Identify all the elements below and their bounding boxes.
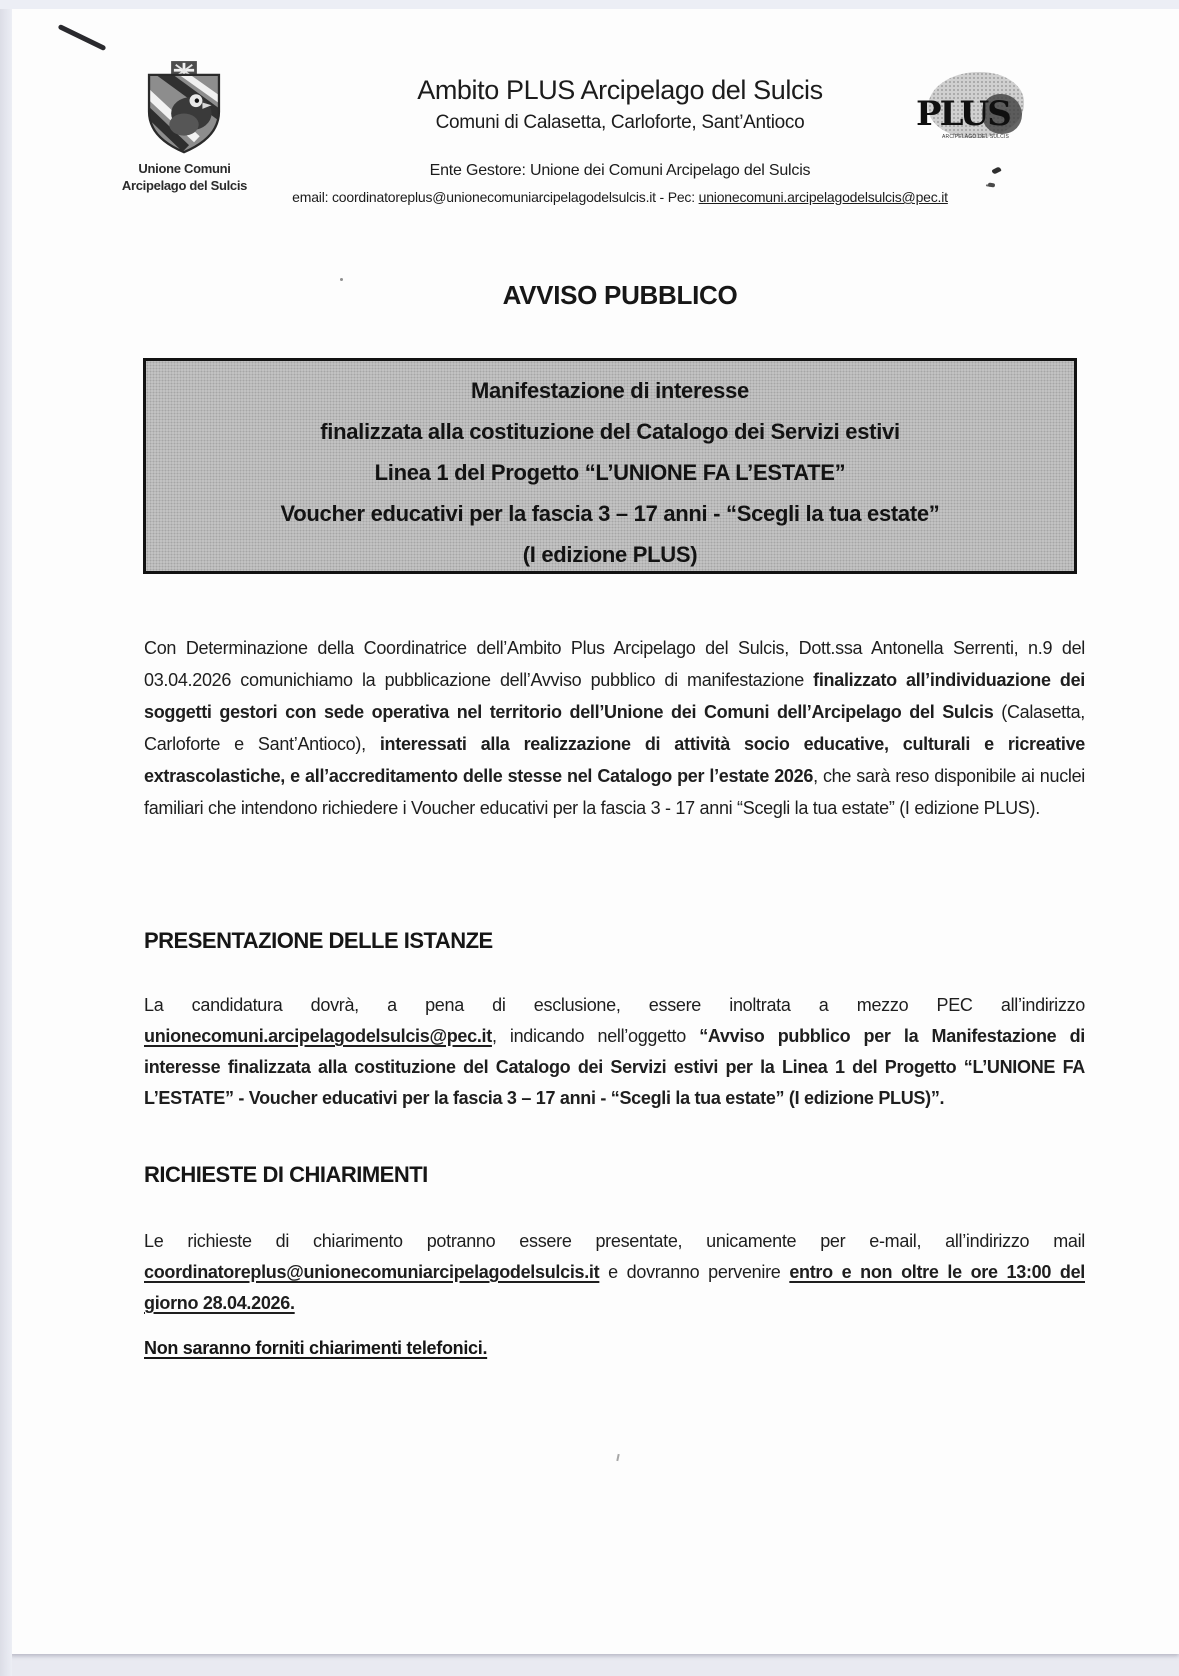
pen-mark-artifact [58, 24, 107, 51]
notice-title-box [143, 358, 1077, 574]
notice-title-line: Manifestazione di interesse [471, 378, 749, 403]
page-subtitle: Comuni di Calasetta, Carloforte, Sant’Antioco [435, 112, 805, 133]
notice-title-line: Voucher educativi per la fascia 3 – 17 anni - “Scegli la tua estate” [280, 501, 940, 526]
document-header [220, 74, 1020, 205]
presentazione-text: La candidatura dovrà, a pena di esclusione, essere inoltrata a mezzo PEC all’indirizzo [144, 995, 1085, 1015]
left-logo-caption-line2: Arcipelago del Sulcis [121, 178, 248, 193]
intro-text: Con Determinazione della Coordinatrice dell’Ambito Plus Arcipelago del Sulcis, Dott.ssa Antonella Serrenti, n.9 del 03.04.2026 comunichiamo la pubblicazione dell’Avviso pubblico di manifestazione [144, 638, 1085, 690]
notice-title-line: (I edizione PLUS) [522, 542, 698, 567]
notice-title-line: finalizzata alla costituzione del Catalogo dei Servizi estivi [320, 419, 900, 444]
richieste-text: e dovranno pervenire [599, 1262, 790, 1282]
no-phone-clarifications-note [144, 1338, 487, 1359]
note-text: Non saranno forniti chiarimenti telefonici. [144, 1338, 488, 1358]
deadline-text: entro e non oltre le ore 13:00 del giorno 28.04.2026. [144, 1262, 1085, 1313]
scan-artifact [616, 1454, 619, 1461]
presentazione-paragraph [144, 990, 1085, 1114]
left-logo-caption-line1: Unione Comuni [138, 161, 231, 176]
scan-edge-left [0, 0, 12, 1676]
section-heading-richieste: RICHIESTE DI CHIARIMENTI [144, 1162, 428, 1187]
page-title: Ambito PLUS Arcipelago del Sulcis [417, 75, 823, 105]
ente-gestore-line: Ente Gestore: Unione dei Comuni Arcipelago del Sulcis [429, 162, 811, 179]
intro-text: (Calasetta, Carloforte e Sant’Antioco), [144, 702, 1085, 754]
richieste-text: Le richieste di chiarimento potranno essere presentate, unicamente per e-mail, all’indirizzo mail [144, 1231, 1085, 1251]
presentazione-text-bold: “Avviso pubblico per la Manifestazione di interesse finalizzata alla costituzione del Catalogo dei Servizi estivi per la Linea 1 del Progetto “L’UNIONE FA L’ESTATE” - Voucher educativi per la fascia 3 – 17 anni - “Scegli la tua estate” (I edizione PLUS)”. [144, 1026, 1085, 1108]
scan-edge-top [0, 0, 1179, 9]
avviso-pubblico-heading: AVVISO PUBBLICO [502, 280, 738, 310]
union-coat-of-arms-icon [138, 60, 230, 156]
coordinator-email-link: coordinatoreplus@unionecomuniarcipelagodelsulcis.it [144, 1262, 600, 1282]
document-page [10, 8, 1179, 1654]
intro-text: , che sarà reso disponibile ai nuclei familiari che intendono richiedere i Voucher educativi per la fascia 3 - 17 anni “Scegli la tua estate” (I edizione PLUS). [144, 766, 1086, 818]
contact-email-line [220, 189, 1020, 205]
richieste-paragraph [144, 1226, 1085, 1319]
intro-text-bold: interessati alla realizzazione di attività socio educative, culturali e ricreative extrascolastiche, e all’accreditamento delle stesse nel Catalogo per l’estate 2026 [144, 734, 1085, 786]
intro-paragraph [144, 632, 1085, 824]
plus-logo-subtext: ARCIPELAGO DEL SULCIS [942, 134, 1010, 140]
pec-email-link: unionecomuni.arcipelagodelsulcis@pec.it [144, 1026, 492, 1046]
presentazione-text: , indicando nell’oggetto [491, 1026, 700, 1046]
plus-logo [906, 72, 1026, 152]
intro-text-bold: finalizzato all’individuazione dei soggetti gestori con sede operativa nel territorio dell’Unione dei Comuni dell’Arcipelago del Sulcis [144, 670, 1085, 722]
plus-logo-text: PLUS [916, 94, 1010, 134]
notice-title-line: Linea 1 del Progetto “L’UNIONE FA L’ESTATE” [374, 460, 846, 485]
section-heading-presentazione: PRESENTAZIONE DELLE ISTANZE [144, 928, 493, 953]
email-prefix: email: coordinatoreplus@unionecomuniarcipelagodelsulcis.it - Pec: [292, 189, 699, 205]
pec-address-link: unionecomuni.arcipelagodelsulcis@pec.it [698, 189, 948, 205]
